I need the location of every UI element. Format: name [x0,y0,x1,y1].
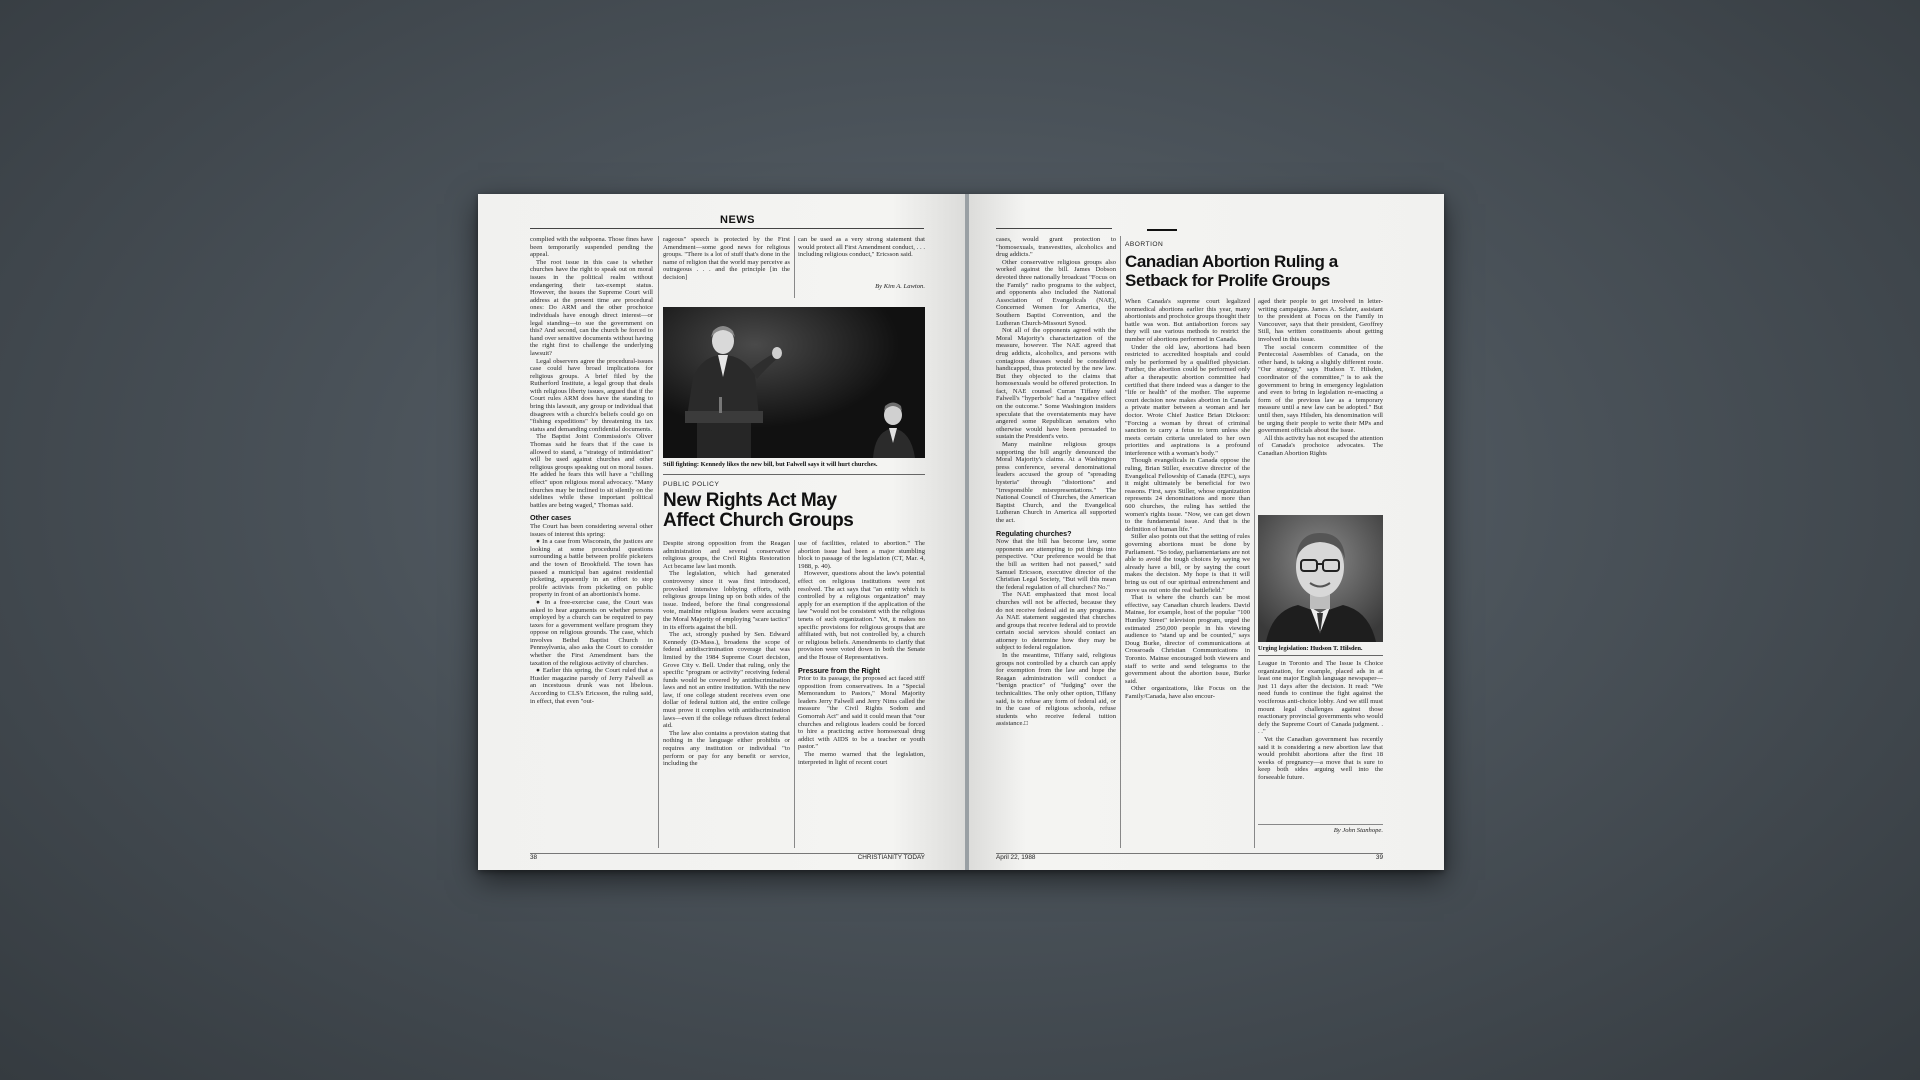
footer-rule [996,853,1383,854]
paragraph: The memo warned that the legislation, interpreted in light of recent court [798,751,925,766]
paragraph: rageous" speech is protected by the First Amendment—some good news for religious groups. "There is a lot of stuff that's done in the name of religion that the world may perceive as outrageous . . . and the principle [in the decision] [663,236,790,281]
column-divider [1120,236,1121,848]
left-page [478,194,965,870]
right-page [969,194,1444,870]
subhead-regulating-churches: Regulating churches? [996,528,1072,538]
paragraph: Stiller also points out that the setting of rules governing abortions must be done by Parliament. "So today, parliamentarians are not able to avoid the tough choices by saying we already have a bill, or by saying the court makes the decision. My hope is that it will bring us out of our spiritual entrenchment and move us out onto the real battlefield." [1125,533,1250,594]
header-rule-accent [1147,229,1177,231]
paragraph: The Baptist Joint Commission's Oliver Thomas said he fears that if the case is allowed to stand, a "strategy of intimidation" will be used against churches and other religious groups speaking out on moral issues. He added he fears this will have a "chilling effect" upon religious moral advocacy. "Many churches may be inclined to sit silently on the sidelines while these important political battles are being waged," Thomas said. [530,433,653,509]
headline-line-1: Canadian Abortion Ruling a [1125,252,1338,271]
paragraph: Though evangelicals in Canada oppose the ruling, Brian Stiller, executive director of the Evangelical Fellowship of Canada (EFC), says it might ultimately be beneficial for two reasons. First, says Stiller, whose organization represents 24 denominations and more than 600 churches, the ruling has settled the women's rights issue. "Now, we can get down to the fundamental issue. And that is the definition of human life." [1125,457,1250,533]
header-rule [996,228,1112,229]
right-col-3-bottom [1258,660,1383,838]
paragraph: Other conservative religious groups also worked against the bill. James Dobson devoted three nationally broadcast "Focus on the Family" radio programs to the subject, and opponents also included the National Association of Evangelicals (NAE), Concerned Women for America, the Southern Baptist Convention, and the Lutheran Church-Missouri Synod. [996,258,1116,327]
paragraph: The law also contains a provision stating that nothing in the language either prohibits or requires any institution or individual "to perform or pay for any benefit or service, including the [663,729,790,768]
byline-rule [1258,824,1383,825]
paragraph: use of facilities, related to abortion." The abortion issue had been a major stumbling block to passage of the legislation (CT, Mar. 4, 1988, p. 40). [798,540,925,570]
headline-line-2: Affect Church Groups [663,510,854,531]
page-number-left: 38 [530,854,538,861]
section-label-news: NEWS [720,214,755,226]
byline: By Kim A. Lawton. [875,283,925,290]
left-col-3-bottom [798,540,925,848]
paragraph: complied with the subpoena. Those fines have been temporarily suspended pending the appeal. [530,236,653,259]
photo-kennedy-falwell [663,307,925,458]
paragraph: Not all of the opponents agreed with the Moral Majority's characterization of the measure, however. The NAE agreed that drug addicts, alcoholics, and persons with contagious diseases would be considered handicapped, thus protected by the new law. But they objected to the claims that homosexuals would be offered protection. In fact, NAE counsel Curran Tiffany said Falwell's "hyperbole" had a "negative effect on the outcome." Some Washington insiders speculate that the overstatements may have angered some Republican senators who otherwise would have been persuaded to sustain the President's veto. [996,327,1116,441]
column-divider [1254,298,1255,848]
paragraph: League in Toronto and The Issue Is Choice organization, for example, placed ads in at least one major English language newspaper—just 11 days after the decision. It read: "We need funds to continue the fight against the vociferous anti-choice lobby. And we still must mount legal challenges against those reactionary provincial governments who would defy the Supreme Court of Canada judgment. . . ." [1258,660,1383,736]
header-rule [530,228,924,229]
column-divider [794,236,795,298]
paragraph: Prior to its passage, the proposed act faced stiff opposition from conservatives. In a "Special Memorandum to Pastors," Moral Majority leaders Jerry Falwell and Jerry Nims called the measure "the Civil Rights Sodom and Gomorrah Act" and said it could mean that "our churches and religious leaders could be forced to hire a practicing active homosexual drug addict with AIDS to be a teacher or youth pastor." [798,675,925,751]
paragraph: Legal observers agree the procedural-issues case could have broad implications for religious groups. A brief filed by the Rutherford Institute, a legal group that deals with religious liberty issues, argued that if the Court rules ARM does have the standing to bring this lawsuit, any group or individual that disagrees with a church's beliefs could go on "fishing expeditions" by threatening its tax status and demanding confidential documents. [530,357,653,433]
paragraph: The NAE emphasized that most local churches will not be affected, because they do not receive federal aid in any programs. As NAE statement suggested that churches and groups that receive federal aid to provide certain social services should contact an attorney to determine how they may be subject to federal regulation. [996,591,1116,652]
paragraph: aged their people to get involved in letter-writing campaigns. James A. Sclater, assistant to the president at Focus on the Family in Vancouver, says that their president, Geoffrey Still, has written constituents about getting involved in this issue. [1258,298,1383,343]
left-col-3-top [798,236,925,276]
photo-caption: Still fighting: Kennedy likes the new bill, but Falwell says it will hurt churches. [663,461,878,468]
right-col-2 [1125,298,1250,848]
photo-hilsden-portrait [1258,515,1383,642]
caption-rule [1258,655,1383,656]
paragraph: In the meantime, Tiffany said, religious groups not controlled by a church can apply for exemption from the law and hope the Reagan administration will conduct a "benign practice" of "fudging" over the technicalities. The only other option, Tiffany said, is to refuse any form of federal aid, or in the case of religious schools, refuse students who receive federal tuition assistance.□ [996,652,1116,728]
column-divider [794,540,795,848]
headline-line-2: Setback for Prolife Groups [1125,271,1330,290]
paragraph: Many mainline religious groups supporting the bill angrily denounced the Moral Majority's claims. At a Washington press conference, several denominational leaders accused the group of "spreading hysteria" through "distortions" and "irresponsible misrepresentations." The National Council of Churches, the American Baptist Church, and the Evangelical Lutheran Church in America all supported the act. [996,441,1116,524]
paragraph: When Canada's supreme court legalized nonmedical abortions earlier this year, many abortionists and prochoice groups thought their battle was won. But antiabortion forces say they will use various methods to restrict the number of abortions performed in Canada. [1125,298,1250,343]
paragraph: Under the old law, abortions had been restricted to accredited hospitals and could only be performed by a qualified physician. Further, the abortion could be performed only after a therapeutic abortion committee had certified that there indeed was a danger to the "life or health" of the mother. The supreme court decision now makes abortion in Canada a private matter between a woman and her doctor. Wrote Chief Justice Brian Dickson: "Forcing a woman by threat of criminal sanction to carry a fetus to term unless she meets certain criteria unrelated to her own priorities and aspirations is a profound interference with a woman's body." [1125,343,1250,457]
photo-caption: Urging legislation: Hudson T. Hilsden. [1258,645,1363,652]
paragraph: That is where the church can be most effective, say Canadian church leaders. David Mainse, for example, host of the popular "100 Huntley Street" television program, urged the estimated 250,000 people in his viewing audience to "stand up and be counted," says Doug Burke, director of communications at Crossroads Christian Communications in Toronto. Mainse encouraged both viewers and staff to write and send telegrams to the government about the abortion issue, Burke said. [1125,594,1250,685]
paragraph: The root issue in this case is whether churches have the right to speak out on moral issues in the political realm without endangering their tax-exempt status. However, the issues the Supreme Court will address at the present time are procedural ones: Do ARM and the other prochoice individuals have enough direct interest—or legal standing—to sue the government on this? And second, can the church be forced to hand over sensitive documents without having the right first to challenge the underlying lawsuit? [530,258,653,357]
paragraph: The legislation, which had generated controversy since it was first introduced, provoked intensive lobbying efforts, with religious groups lining up on both sides of the issue. Indeed, before the final congressional vote, mainline religious leaders were accusing the Moral Majority of employing "scare tactics" in its efforts against the bill. [663,570,790,631]
paragraph: Despite strong opposition from the Reagan administration and several conservative religious groups, the Civil Rights Restoration Act became law last month. [663,540,790,570]
headline-line-1: New Rights Act May [663,490,837,511]
paragraph: The social concern committee of the Pentecostal Assemblies of Canada, on the other hand, is taking a slightly different route. "Our strategy," says Hudson T. Hilsden, coordinator of the committee," is to ask the government to bring in emergency legislation and even to bring in legislation re-enacting a form of the previous law as a temporary measure until a new law can be adopted." But until then, says Hilsden, his denomination will be urging their people to write their MPs and government officials about the issue. [1258,343,1383,435]
column-divider [658,236,659,848]
paragraph: Now that the bill has become law, some opponents are attempting to put things into perspective. "Our preference would be that the bill as written had not passed," said Samuel Ericsson, executive director of the Christian Legal Society, "But will this mean the federal regulation of all churches? No." [996,538,1116,591]
subhead-other-cases: Other cases [530,513,572,523]
paragraph: cases, would grant protection to "homosexuals, transvestites, alcoholics and drug addicts." [996,236,1116,259]
right-col-1 [996,236,1116,848]
article-section-public-policy: PUBLIC POLICY [663,481,720,488]
photo-image [663,307,925,458]
paragraph: The act, strongly pushed by Sen. Edward Kennedy (D-Mass.), broadens the scope of federal antidiscrimination coverage that was limited by the 1984 Supreme Court decision, Grove City v. Bell. Under that ruling, only the specific "program or activity" receiving federal funds would be covered by antidiscrimination laws and not an entire institution. With the new law, if one college student receives even one dollar of federal tuition aid, the entire college must prove it complies with antidiscrimination laws—even if the college refuses direct federal aid. [663,631,790,730]
paragraph: ● In a case from Wisconsin, the justices are looking at some procedural questions surrounding a battle between prolife picketers and the town of Brookfield. The town has passed a municipal ban against residential picketing, apparently in an effort to stop prolife activists from picketing on public property in front of an abortionist's home. [530,538,653,599]
subhead-pressure-from-the-right: Pressure from the Right [798,665,880,675]
paragraph: Other organizations, like Focus on the Family/Canada, have also encour- [1125,685,1250,700]
magazine-name: CHRISTIANITY TODAY [857,854,925,861]
left-col-2-top [663,236,790,298]
caption-rule [663,474,925,475]
paragraph: can be used as a very strong statement that would protect all First Amendment conduct, . . . including religious conduct," Ericsson said. [798,236,925,259]
magazine-spread [478,194,1444,870]
paragraph: ● In a free-exercise case, the Court was asked to hear arguments on whether persons employed by a church can be required to pay taxes for a government welfare program they oppose on religious grounds. The case, which involves Bethel Baptist Church in Pennsylvania, also asks the Court to consider whether the First Amendment bars the taxation of the religious activity of churches. [530,598,653,667]
issue-date: April 22, 1988 [996,854,1036,861]
left-col-2-bottom [663,540,790,848]
byline: By John Stanhope. [1333,827,1383,834]
paragraph: The Court has been considering several other issues of interest this spring: [530,522,653,538]
paragraph: However, questions about the law's potential effect on religious institutions were not resolved. The act says that "an entity which is controlled by a religious organization" may apply for an exemption if the application of the law "would not be consistent with the religious tenets of such organization." Yet, it makes no specific provisions for religious groups that are affiliated with, but not controlled by, a church or religious beliefs. Amendments to clarify that provision were voted down in both the Senate and the House of Representatives. [798,570,925,661]
paragraph: ● Earlier this spring, the Court ruled that a Hustler magazine parody of Jerry Falwell as an incestuous drunk was not libelous. According to CLS's Ericsson, the ruling said, in effect, that even "out- [530,667,653,705]
right-col-3-top [1258,298,1383,457]
left-col-1 [530,236,653,848]
article-section-abortion: ABORTION [1125,241,1164,248]
paragraph: All this activity has not escaped the attention of Canada's prochoice advocates. The Canadian Abortion Rights [1258,434,1383,457]
portrait-image [1258,515,1383,642]
page-number-right: 39 [1375,854,1383,861]
paragraph: Yet the Canadian government has recently said it is considering a new abortion law that would prohibit abortions after the first 18 weeks of pregnancy—a move that is sure to keep both sides arguing well into the forseeable future. [1258,735,1383,781]
